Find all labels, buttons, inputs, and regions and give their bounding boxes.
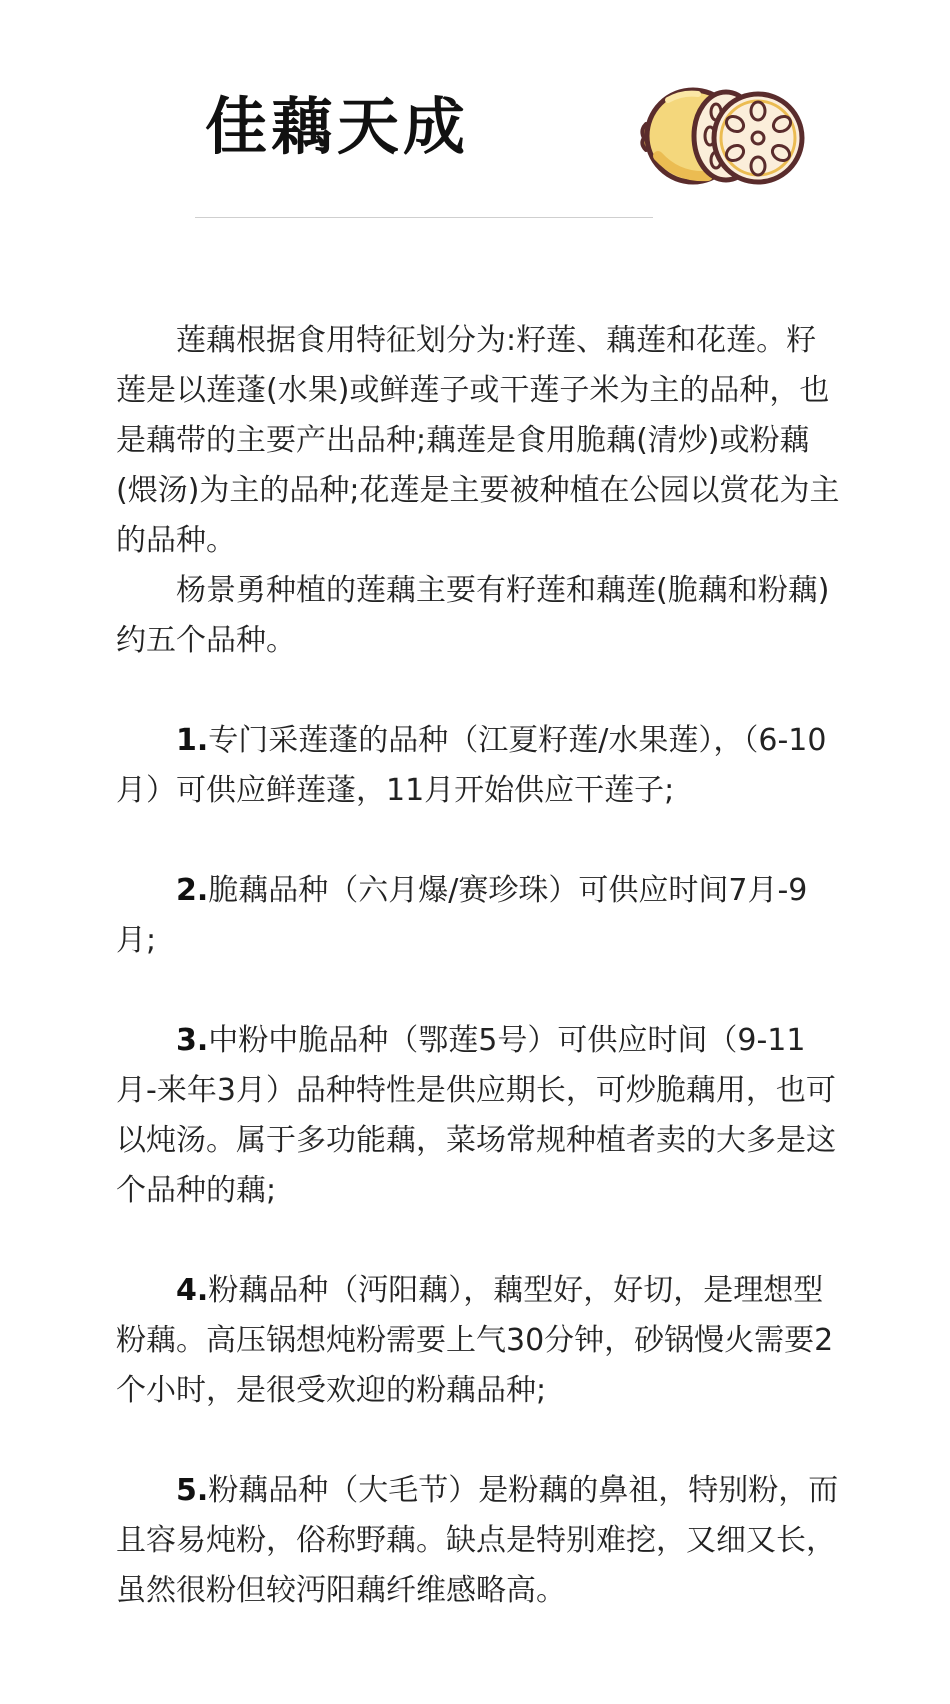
item-number: 3.: [176, 1023, 209, 1058]
item-text: 中粉中脆品种（鄂莲5号）可供应时间（9-11月-来年3月）品种特性是供应期长，可炒脆藕用，也可以炖汤。属于多功能藕，菜场常规种植者卖的大多是这个品种的藕;: [116, 1023, 836, 1208]
item-number: 1.: [176, 723, 209, 758]
variety-item: [116, 1016, 846, 1216]
item-number: 4.: [176, 1273, 209, 1308]
variety-item: [116, 716, 846, 816]
paragraph-gap: [116, 1216, 846, 1266]
article-body: [116, 316, 846, 1616]
item-number: 2.: [176, 873, 209, 908]
item-text: 粉藕品种（沔阳藕），藕型好，好切，是理想型粉藕。高压锅想炖粉需要上气30分钟，砂锅慢火需要2个小时，是很受欢迎的粉藕品种;: [116, 1273, 834, 1408]
item-number: 5.: [176, 1473, 209, 1508]
paragraph-gap: [116, 966, 846, 1016]
intro-paragraph: 莲藕根据食用特征划分为:籽莲、藕莲和花莲。籽莲是以莲蓬(水果)或鲜莲子或干莲子米为主的品种，也是藕带的主要产出品种;藕莲是食用脆藕(清炒)或粉藕(煨汤)为主的品种;花莲是主要被种植在公园以赏花为主的品种。: [116, 323, 840, 558]
paragraph-gap: [116, 816, 846, 866]
item-text: 脆藕品种（六月爆/赛珍珠）可供应时间7月-9月;: [116, 873, 808, 958]
paragraph-gap: [116, 1416, 846, 1466]
paragraph-gap: [116, 666, 846, 716]
item-text: 专门采莲蓬的品种（江夏籽莲/水果莲），（6-10月）可供应鲜莲蓬，11月开始供应干莲子;: [116, 723, 827, 808]
variety-item: [116, 866, 846, 966]
item-text: 粉藕品种（大毛节）是粉藕的鼻祖，特别粉，而且容易炖粉，俗称野藕。缺点是特别难挖，又细又长，虽然很粉但较沔阳藕纤维感略高。: [116, 1473, 839, 1608]
lotus-root-icon: [638, 78, 808, 196]
page-title: 佳藕天成: [205, 90, 470, 163]
header-divider: [195, 217, 653, 218]
header: [0, 0, 950, 230]
intro-paragraph: 杨景勇种植的莲藕主要有籽莲和藕莲(脆藕和粉藕)约五个品种。: [116, 573, 830, 658]
variety-item: [116, 1266, 846, 1416]
variety-item: [116, 1466, 846, 1616]
